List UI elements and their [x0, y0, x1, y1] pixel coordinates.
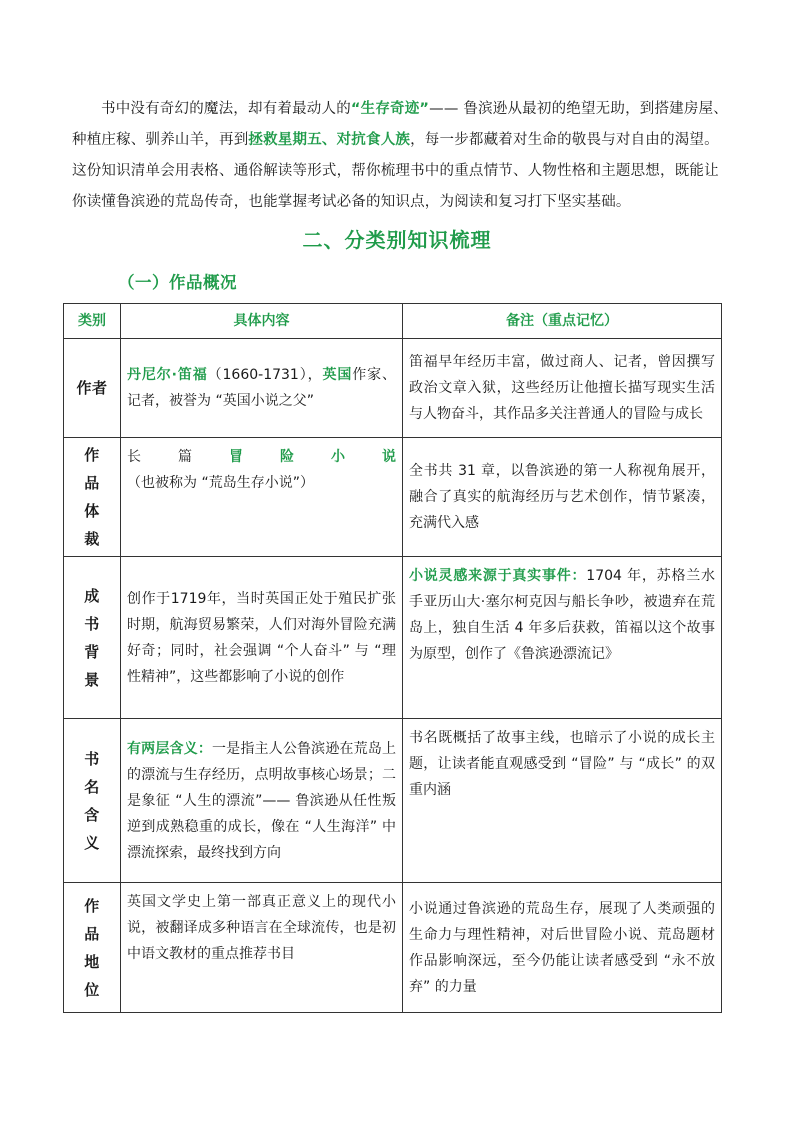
row-note: 笛福早年经历丰富，做过商人、记者，曾因撰写政治文章入狱，这些经历让他擅长描写现实生活与人物奋斗，其作品多关注普通人的冒险与成长	[403, 339, 722, 438]
intro-highlight-friday: 拯救星期五、对抗食人族	[248, 132, 411, 148]
note-text: 1704 年，苏格兰水手亚历山大·塞尔柯克因与船长争吵，被遗弃在荒岛上，独自生活 4 年多后获救，笛福以这个故事为原型，创作了《鲁滨逊漂流记》	[409, 568, 715, 662]
table-row	[64, 557, 722, 719]
intro-paragraph	[72, 94, 728, 218]
row-note: 书名既概括了故事主线，也暗示了小说的成长主题，让读者能直观感受到 “冒险” 与 “成长” 的双重内涵	[403, 719, 722, 883]
content-text: （也被称为 “荒岛生存小说”）	[127, 475, 314, 491]
row-content	[121, 719, 403, 883]
row-category: 成书背景	[64, 557, 121, 719]
intro-text-1: 书中没有奇幻的魔法，却有着最动人的	[101, 101, 351, 117]
row-content	[121, 339, 403, 438]
row-category: 作者	[64, 339, 121, 438]
row-note: 全书共 31 章，以鲁滨逊的第一人称视角展开，融合了真实的航海经历与艺术创作，情节紧凑，充满代入感	[403, 438, 722, 557]
row-content: 英国文学史上第一部真正意义上的现代小说，被翻译成多种语言在全球流传，也是初中语文教材的重点推荐书目	[121, 883, 403, 1013]
header-category: 类别	[64, 304, 121, 339]
content-highlight: 英国	[322, 367, 353, 383]
content-text: 作家、记者，被誉为 “英国小说之父”	[127, 367, 396, 409]
work-overview-table	[63, 303, 722, 1013]
subsection-title: （一）作品概况	[118, 273, 237, 292]
table-row	[64, 339, 722, 438]
intro-text-3: ，每一步都藏着对生命的敬畏与对自由的渴望。这份知识清单会用表格、通俗解读等形式，帮你梳理书中的重点情节、人物性格和主题思想，既能让你读懂鲁滨逊的荒岛传奇，也能掌握考试必备的知识点，为阅读和复习打下坚实基础。	[72, 132, 719, 210]
header-note: 备注（重点记忆）	[403, 304, 722, 339]
row-category: 作品地位	[64, 883, 121, 1013]
row-note	[403, 557, 722, 719]
section-title: 二、分类别知识梳理	[302, 228, 492, 252]
intro-highlight-survival: “生存奇迹”	[350, 101, 430, 117]
header-content: 具体内容	[121, 304, 403, 339]
row-category: 书名含义	[64, 719, 121, 883]
table-row	[64, 438, 722, 557]
row-content	[121, 438, 403, 557]
content-text: （1660-1731），	[207, 367, 323, 383]
content-text: 一是指主人公鲁滨逊在荒岛上的漂流与生存经历，点明故事核心场景；二是象征 “人生的漂流”—— 鲁滨逊从任性叛逆到成熟稳重的成长，像在 “人生海洋” 中漂流探索，最终找到方向	[127, 740, 396, 861]
table-header-row	[64, 304, 722, 339]
note-highlight: 小说灵感来源于真实事件：	[409, 568, 587, 584]
content-highlight: 冒险小说	[229, 449, 396, 465]
content-highlight: 丹尼尔·笛福	[127, 367, 208, 383]
row-content: 创作于1719年，当时英国正处于殖民扩张时期，航海贸易繁荣，人们对海外冒险充满好奇；同时，社会强调 “个人奋斗” 与 “理性精神”，这些都影响了小说的创作	[121, 557, 403, 719]
row-note: 小说通过鲁滨逊的荒岛生存，展现了人类顽强的生命力与理性精神，对后世冒险小说、荒岛题材作品影响深远，至今仍能让读者感受到 “永不放弃” 的力量	[403, 883, 722, 1013]
content-text: 长篇	[127, 449, 229, 465]
row-category: 作品体裁	[64, 438, 121, 557]
table-row	[64, 719, 722, 883]
intro-text-2: —— 鲁滨逊从最初的绝望无助，到搭建房屋、种植庄稼、驯养山羊，再到	[72, 101, 728, 148]
table-row	[64, 883, 722, 1013]
content-highlight: 有两层含义：	[127, 740, 212, 757]
